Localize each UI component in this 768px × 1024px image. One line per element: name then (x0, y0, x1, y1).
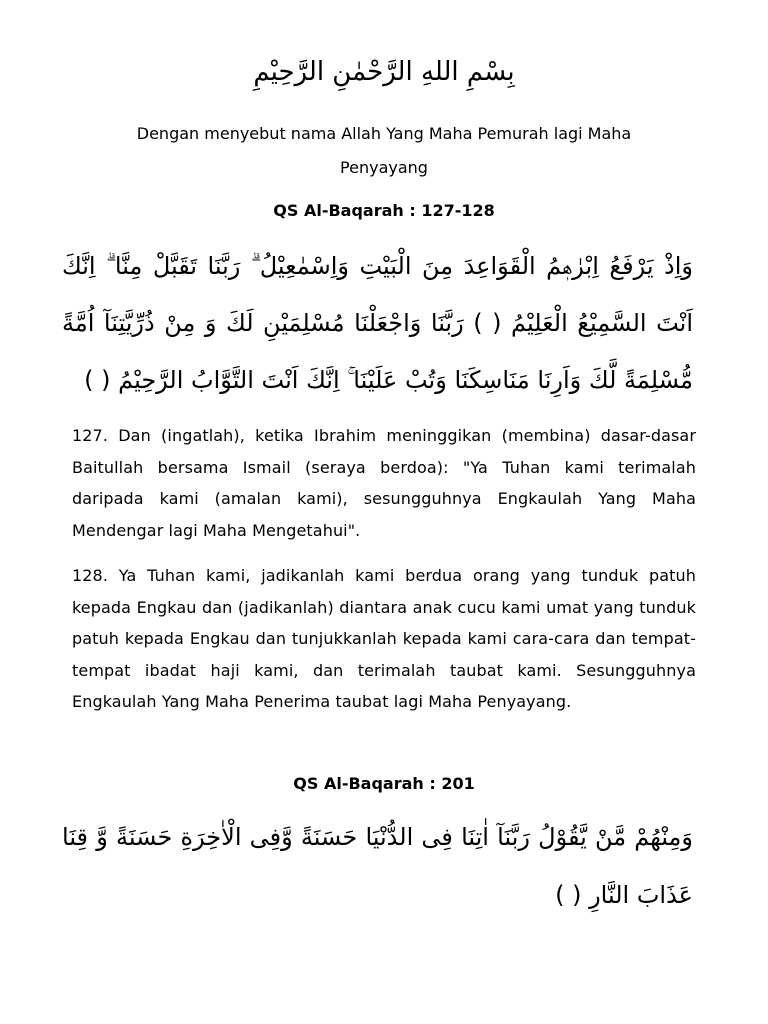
basmalah: بِسْمِ اللهِ الرَّحْمٰنِ الرَّحِيْمِ (253, 57, 515, 87)
arabic-verse-201: وَمِنْهُمْ مَّنْ يَّقُوْلُ رَبَّنَآ اٰتِنَا فِى الدُّنْيَا حَسَنَةً وَّفِى الْاٰخِرَةِ حَسَنَةً وَّ قِنَا عَذَابَ النَّارِ ( ) (62, 823, 693, 909)
translation-verse-127: 127. Dan (ingatlah), ketika Ibrahim meninggikan (membina) dasar-dasar Baitullah bersama Ismail (seraya berdoa): "Ya Tuhan kami terimalah daripada kami (amalan kami), sesungguhnya Engkaulah Yang Maha Mendengar lagi Maha Mengetahui". (72, 426, 696, 540)
section-heading-201: QS Al-Baqarah : 201 (293, 774, 475, 793)
basmalah-translation: Dengan menyebut nama Allah Yang Maha Pemurah lagi Maha Penyayang (136, 124, 632, 177)
arabic-verse-127-128: وَاِذْ يَرْفَعُ اِبْرٰهٖمُ الْقَوَاعِدَ مِنَ الْبَيْتِ وَاِسْمٰعِيْلُ ۗ رَبَّنَا تَقَبَّلْ مِنَّا ۗ اِنَّكَ اَنْتَ السَّمِيْعُ الْعَلِيْمُ ( ) رَبَّنَا وَاجْعَلْنَا مُسْلِمَيْنِ لَكَ وَ مِنْ ذُرِّيَّتِنَآ اُمَّةً مُّسْلِمَةً لَّكَ وَاَرِنَا مَنَاسِكَنَا وَتُبْ عَلَيْنَا ۚ اِنَّكَ اَنْتَ التَّوَّابُ الرَّحِيْمُ ( ) (62, 252, 693, 394)
section-heading-127-128: QS Al-Baqarah : 127-128 (273, 201, 495, 220)
translation-verse-128: 128. Ya Tuhan kami, jadikanlah kami berdua orang yang tunduk patuh kepada Engkau dan (jadikanlah) diantara anak cucu kami umat yang tunduk patuh kepada Engkau dan tunjukkanlah kepada kami cara-cara dan tempat-tempat ibadat haji kami, dan terimalah taubat kami. Sesungguhnya Engkaulah Yang Maha Penerima taubat lagi Maha Penyayang. (72, 566, 696, 711)
